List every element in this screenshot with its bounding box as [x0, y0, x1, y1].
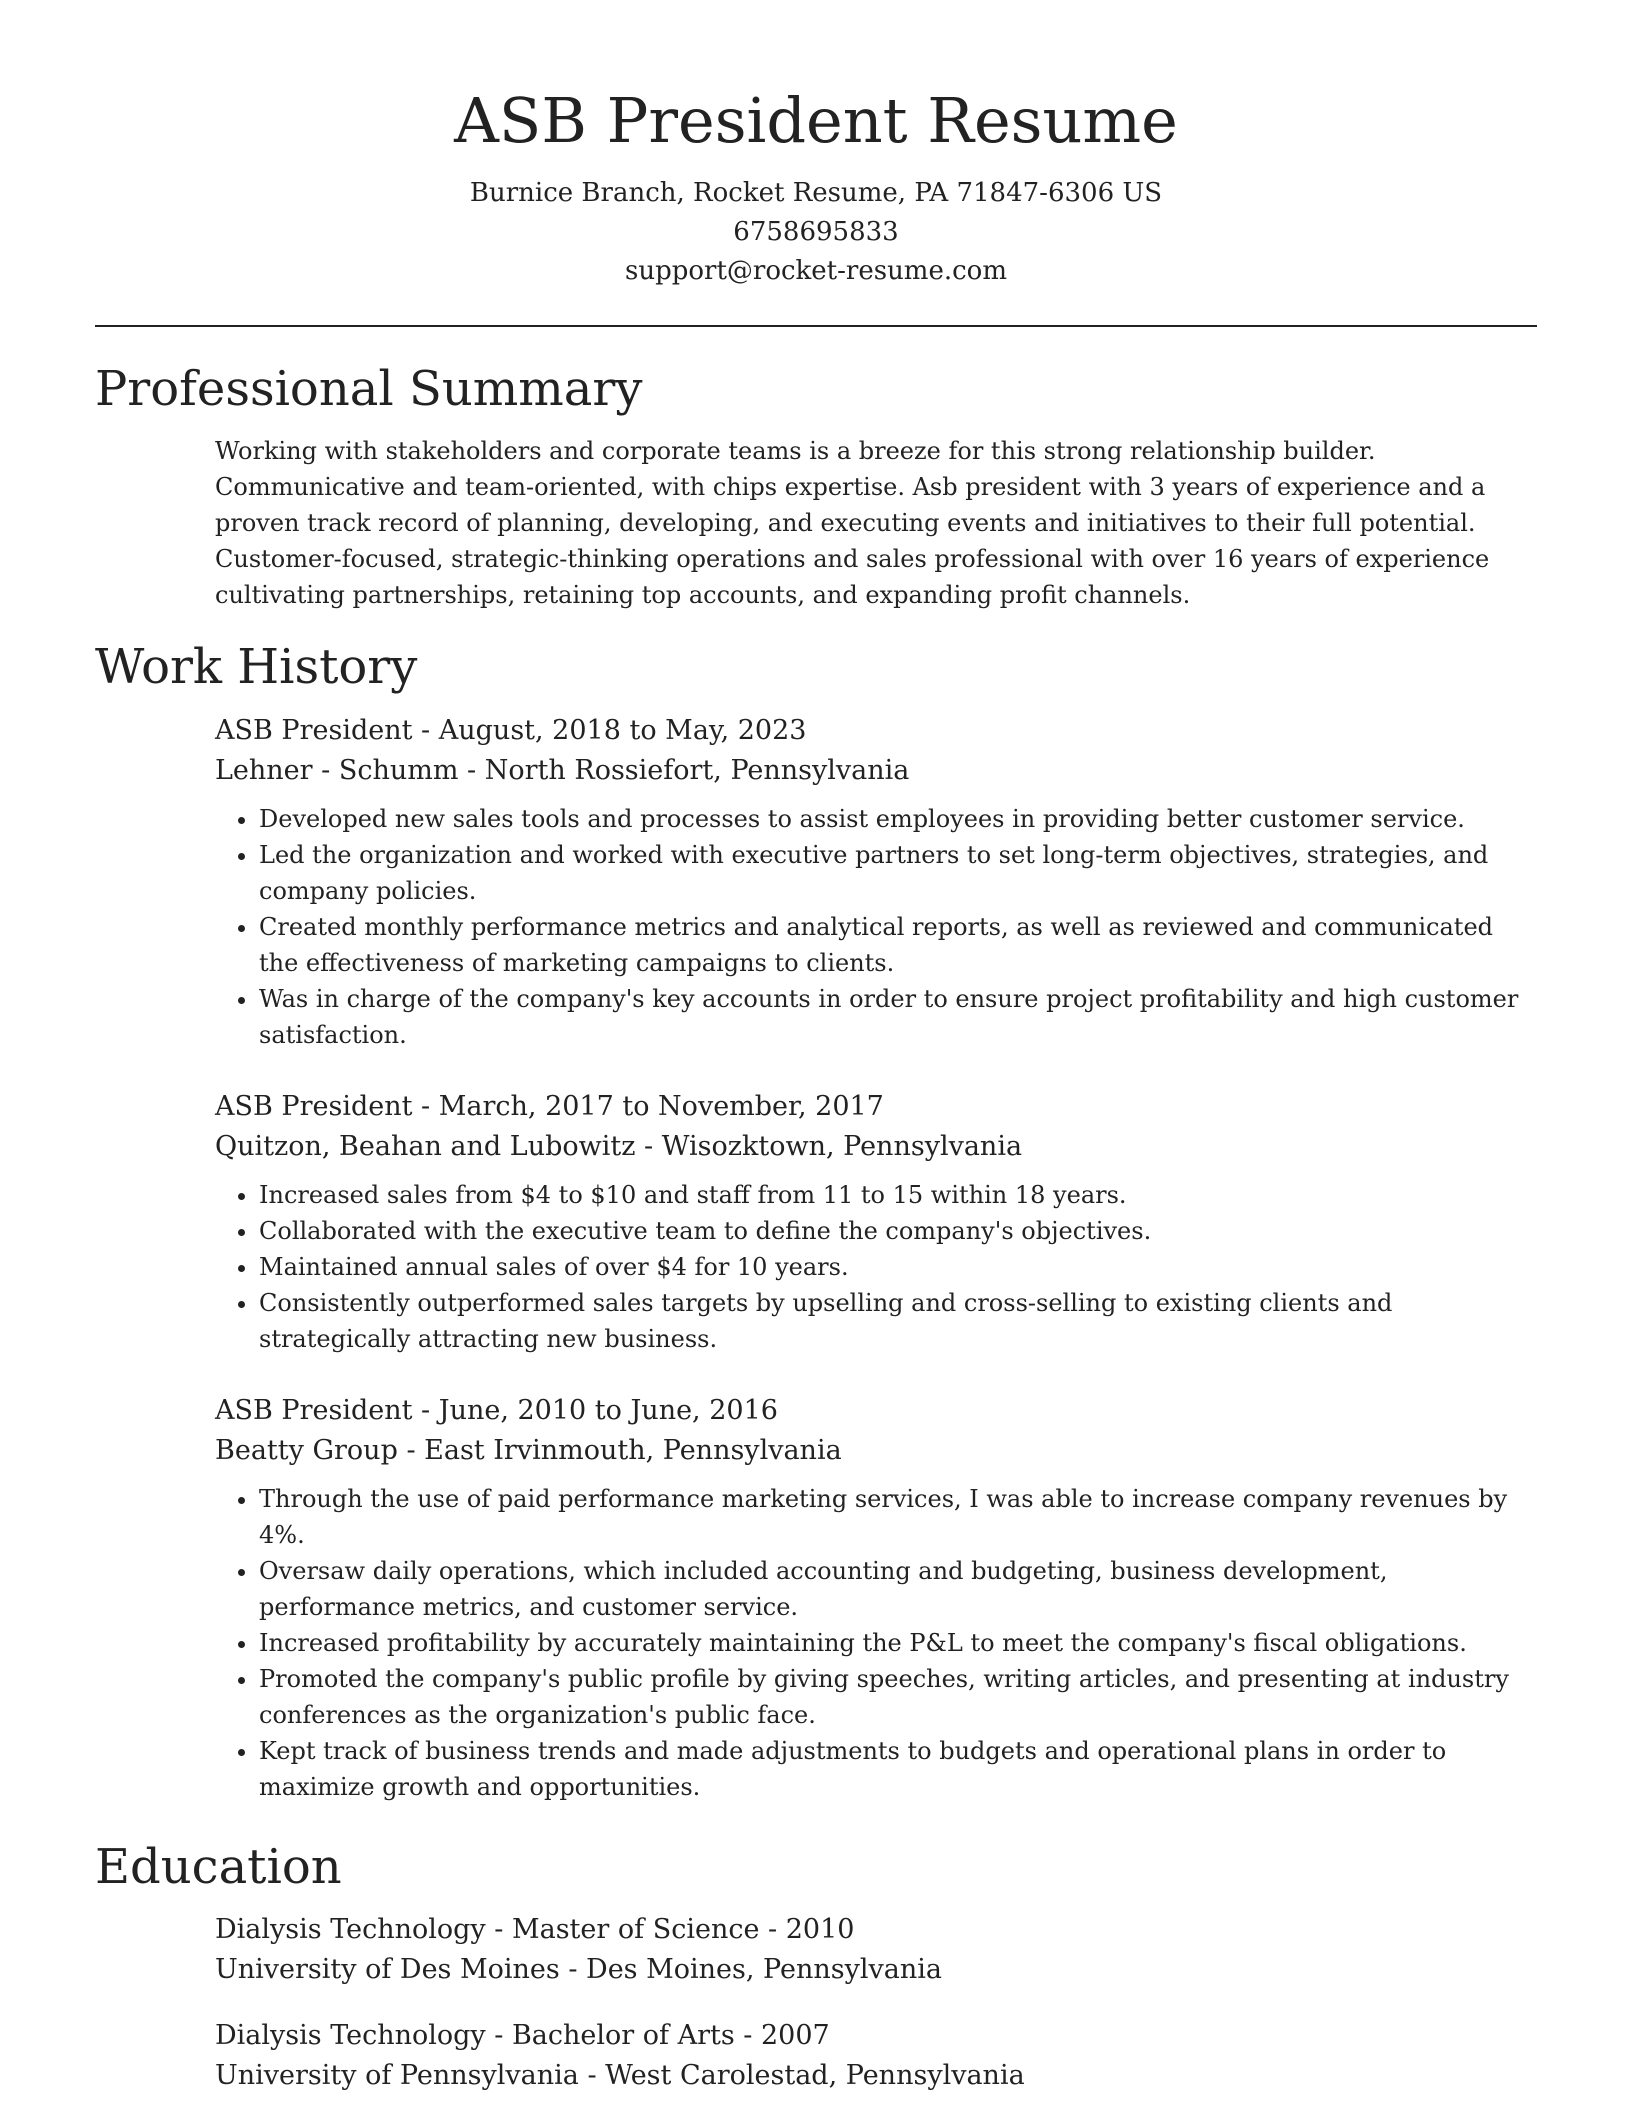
education-body [95, 1910, 1537, 2096]
job-bullet: • Kept track of business trends and made adjustments to budgets and operational plans in order to maximize growth and opportunities. [259, 1733, 1537, 1805]
job-entry [215, 1087, 1537, 1357]
job-company-location [215, 1431, 1537, 1471]
job-bullet: • Maintained annual sales of over $4 for 10 years. [259, 1249, 1537, 1285]
education-school-location [215, 1950, 1537, 1990]
work-history-section [95, 639, 1537, 1805]
education-school: University of Pennsylvania [215, 2060, 579, 2092]
job-bullet: • Increased profitability by accurately maintaining the P&L to meet the company's fiscal obligations. [259, 1625, 1537, 1661]
education-school: University of Des Moines [215, 1954, 560, 1986]
education-degree: Dialysis Technology - Master of Science - 2010 [215, 1914, 855, 1946]
work-history-body [95, 711, 1537, 1805]
job-bullet: • Was in charge of the company's key accounts in order to ensure project profitability and high customer satisfaction. [259, 981, 1537, 1053]
job-bullet: • Led the organization and worked with executive partners to set long-term objectives, strategies, and company policies. [259, 837, 1537, 909]
job-company: Lehner - Schumm [215, 754, 459, 786]
job-bullet: • Collaborated with the executive team to define the company's objectives. [259, 1213, 1537, 1249]
education-location: - Des Moines, Pennsylvania [559, 1954, 942, 1986]
education-school-location [215, 2056, 1537, 2096]
job-title-dates: ASB President - March, 2017 to November, 2017 [215, 1090, 884, 1122]
job-bullet: • Created monthly performance metrics and analytical reports, as well as reviewed and communicated the effectiveness of marketing campaigns to clients. [259, 909, 1537, 981]
summary-text: Working with stakeholders and corporate teams is a breeze for this strong relationship builder. Communicative and team-oriented, with chips expertise. Asb president with 3 years of experience and a proven track record of planning, developing, and executing events and initiatives to their full potential. Customer-focused, strategic-thinking operations and sales professional with over 16 years of experience cultivating partnerships, retaining top accounts, and expanding profit channels. [215, 436, 1490, 609]
job-bullet: • Through the use of paid performance marketing services, I was able to increase company revenues by 4%. [259, 1481, 1537, 1553]
education-entry [215, 1910, 1537, 1990]
job-entry [215, 711, 1537, 1053]
email-address: support@rocket-resume.com [624, 256, 1007, 287]
education-section [95, 1839, 1537, 2097]
education-location: - West Carolestad, Pennsylvania [578, 2060, 1025, 2092]
job-title-dates: ASB President - August, 2018 to May, 2023 [215, 714, 807, 746]
job-location: - East Irvinmouth, Pennsylvania [397, 1434, 842, 1466]
resume-title: ASB President Resume [454, 84, 1178, 157]
job-bullets [215, 1177, 1537, 1357]
resume-header [95, 0, 1537, 291]
job-bullet: • Increased sales from $4 to $10 and staff from 11 to 15 within 18 years. [259, 1177, 1537, 1213]
job-company-location [215, 751, 1537, 791]
job-bullet: • Oversaw daily operations, which included accounting and budgeting, business development, performance metrics, and customer service. [259, 1553, 1537, 1625]
job-bullets [215, 801, 1537, 1053]
job-company: Beatty Group [215, 1434, 398, 1466]
address: Burnice Branch, Rocket Resume, PA 71847-6306 US [469, 178, 1163, 209]
job-location: - Wisozktown, Pennsylvania [635, 1130, 1023, 1162]
professional-summary-section [95, 361, 1537, 613]
job-bullet: • Developed new sales tools and processes to assist employees in providing better customer service. [259, 801, 1537, 837]
section-title-work-history: Work History [95, 638, 418, 695]
job-location: - North Rossiefort, Pennsylvania [458, 754, 910, 786]
job-bullet: • Consistently outperformed sales targets by upselling and cross-selling to existing clients and strategically attracting new business. [259, 1285, 1537, 1357]
section-title-summary: Professional Summary [95, 361, 643, 418]
job-company: Quitzon, Beahan and Lubowitz [215, 1130, 636, 1162]
phone-number: 6758695833 [733, 217, 899, 248]
section-title-education: Education [95, 1838, 342, 1895]
header-divider [95, 325, 1537, 327]
summary-body [95, 433, 1537, 613]
job-title-dates: ASB President - June, 2010 to June, 2016 [215, 1394, 778, 1426]
job-bullets [215, 1481, 1537, 1805]
job-bullet: • Promoted the company's public profile by giving speeches, writing articles, and presenting at industry conferences as the organization's public face. [259, 1661, 1537, 1733]
education-degree: Dialysis Technology - Bachelor of Arts - 2007 [215, 2020, 830, 2052]
education-entry [215, 2016, 1537, 2096]
job-entry [215, 1391, 1537, 1805]
job-company-location [215, 1127, 1537, 1167]
